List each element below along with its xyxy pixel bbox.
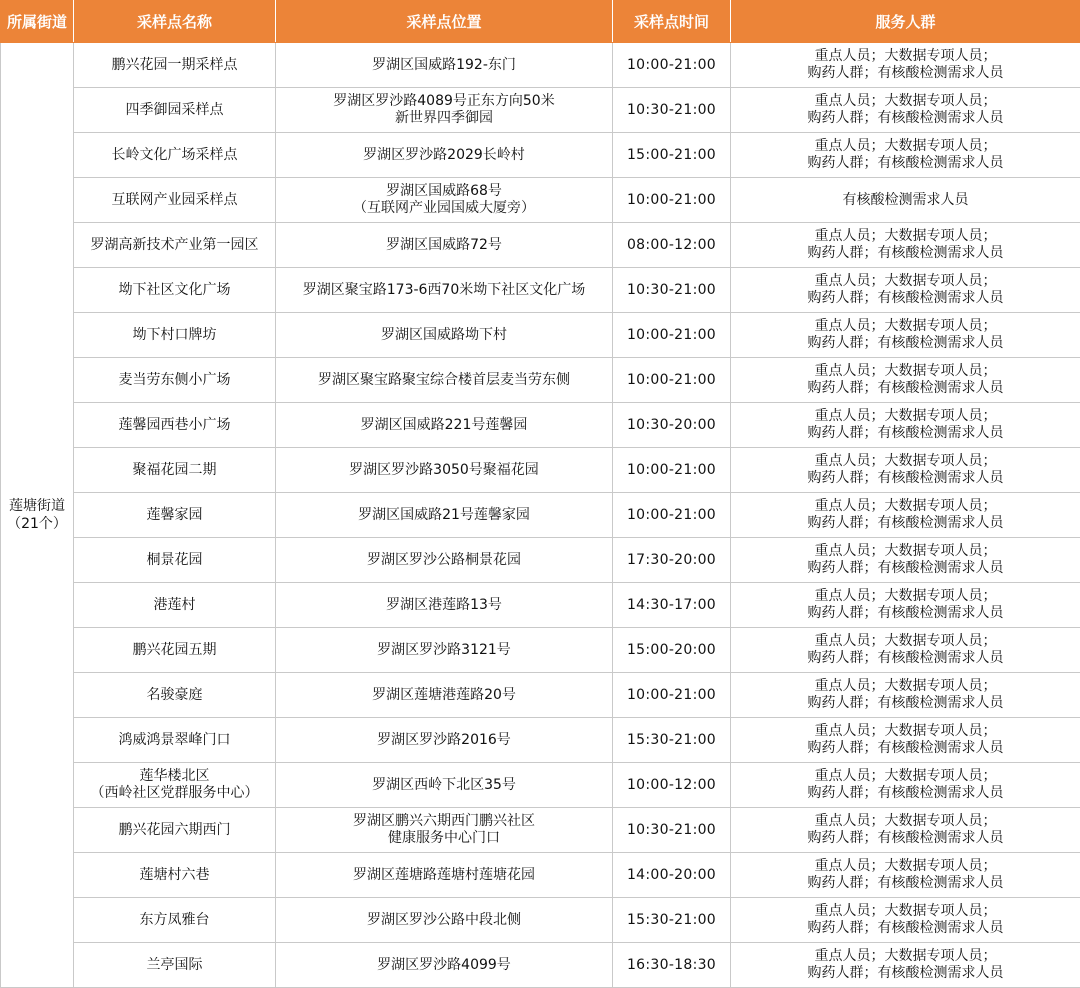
site-location-cell-line: 罗湖区国威路21号莲馨家园 xyxy=(278,507,610,524)
service-group-cell-line: 重点人员；大数据专项人员； xyxy=(733,903,1078,920)
site-time-cell: 14:30-17:00 xyxy=(613,583,731,628)
service-group-cell xyxy=(731,223,1080,268)
site-name-cell xyxy=(74,133,276,178)
site-time-cell: 15:00-21:00 xyxy=(613,133,731,178)
header-row xyxy=(1,1,1080,43)
header-name: 采样点名称 xyxy=(74,1,276,43)
site-time-cell: 17:30-20:00 xyxy=(613,538,731,583)
table-row xyxy=(1,403,1080,448)
site-time-cell: 10:00-21:00 xyxy=(613,313,731,358)
site-name-cell xyxy=(74,898,276,943)
site-time-cell: 10:00-21:00 xyxy=(613,358,731,403)
table-row xyxy=(1,538,1080,583)
service-group-cell-line: 购药人群；有核酸检测需求人员 xyxy=(733,605,1078,622)
service-group-cell-line: 重点人员；大数据专项人员； xyxy=(733,228,1078,245)
site-name-cell xyxy=(74,583,276,628)
site-location-cell xyxy=(276,448,613,493)
site-time-cell: 15:30-21:00 xyxy=(613,718,731,763)
service-group-cell xyxy=(731,133,1080,178)
table-row xyxy=(1,493,1080,538)
site-location-cell-line: 罗湖区莲塘港莲路20号 xyxy=(278,687,610,704)
site-time-cell: 15:30-21:00 xyxy=(613,898,731,943)
site-location-cell-line: 罗湖区罗沙公路桐景花园 xyxy=(278,552,610,569)
street-cell xyxy=(1,43,74,988)
site-time-cell: 10:00-21:00 xyxy=(613,493,731,538)
site-time-cell: 10:30-21:00 xyxy=(613,808,731,853)
site-name-cell-line: 坳下社区文化广场 xyxy=(76,282,273,299)
street-name: 莲塘街道 xyxy=(3,497,71,515)
table-row xyxy=(1,628,1080,673)
site-name-cell-line: 聚福花园二期 xyxy=(76,462,273,479)
site-location-cell xyxy=(276,223,613,268)
header-location: 采样点位置 xyxy=(276,1,613,43)
site-name-cell xyxy=(74,718,276,763)
site-name-cell xyxy=(74,223,276,268)
site-location-cell xyxy=(276,763,613,808)
site-location-cell xyxy=(276,943,613,988)
site-name-cell-line: 鹏兴花园六期西门 xyxy=(76,822,273,839)
site-time-cell: 14:00-20:00 xyxy=(613,853,731,898)
site-location-cell-line: （互联网产业园国威大厦旁） xyxy=(278,200,610,217)
service-group-cell-line: 购药人群；有核酸检测需求人员 xyxy=(733,920,1078,937)
site-time-cell: 10:00-21:00 xyxy=(613,43,731,88)
site-location-cell-line: 罗湖区罗沙路2016号 xyxy=(278,732,610,749)
site-name-cell xyxy=(74,538,276,583)
site-name-cell-line: 坳下村口牌坊 xyxy=(76,327,273,344)
service-group-cell-line: 重点人员；大数据专项人员； xyxy=(733,498,1078,515)
service-group-cell-line: 购药人群；有核酸检测需求人员 xyxy=(733,875,1078,892)
table-row xyxy=(1,133,1080,178)
site-location-cell xyxy=(276,673,613,718)
table-row xyxy=(1,853,1080,898)
service-group-cell-line: 购药人群；有核酸检测需求人员 xyxy=(733,155,1078,172)
site-name-cell xyxy=(74,448,276,493)
table-row xyxy=(1,943,1080,988)
site-location-cell-line: 罗湖区罗沙路4099号 xyxy=(278,957,610,974)
table-row xyxy=(1,898,1080,943)
site-location-cell-line: 罗湖区聚宝路聚宝综合楼首层麦当劳东侧 xyxy=(278,372,610,389)
site-name-cell xyxy=(74,268,276,313)
site-name-cell-line: 东方凤雅台 xyxy=(76,912,273,929)
site-name-cell xyxy=(74,853,276,898)
service-group-cell xyxy=(731,43,1080,88)
service-group-cell-line: 购药人群；有核酸检测需求人员 xyxy=(733,695,1078,712)
header-group: 服务人群 xyxy=(731,1,1080,43)
site-time-cell: 10:00-21:00 xyxy=(613,448,731,493)
site-location-cell xyxy=(276,88,613,133)
site-location-cell-line: 罗湖区鹏兴六期西门鹏兴社区 xyxy=(278,813,610,830)
table-row xyxy=(1,268,1080,313)
site-location-cell xyxy=(276,313,613,358)
service-group-cell-line: 重点人员；大数据专项人员； xyxy=(733,768,1078,785)
site-location-cell-line: 罗湖区国威路72号 xyxy=(278,237,610,254)
site-location-cell xyxy=(276,808,613,853)
header-street: 所属街道 xyxy=(1,1,74,43)
site-location-cell xyxy=(276,403,613,448)
site-name-cell xyxy=(74,43,276,88)
service-group-cell-line: 重点人员；大数据专项人员； xyxy=(733,48,1078,65)
table-row xyxy=(1,358,1080,403)
site-location-cell-line: 罗湖区罗沙路3050号聚福花园 xyxy=(278,462,610,479)
site-name-cell-line: 莲华楼北区 xyxy=(76,768,273,785)
table-row xyxy=(1,88,1080,133)
service-group-cell-line: 购药人群；有核酸检测需求人员 xyxy=(733,965,1078,982)
service-group-cell-line: 重点人员；大数据专项人员； xyxy=(733,363,1078,380)
site-time-cell: 10:00-21:00 xyxy=(613,673,731,718)
table-row xyxy=(1,313,1080,358)
site-name-cell-line: 四季御园采样点 xyxy=(76,102,273,119)
table-row xyxy=(1,223,1080,268)
table-row xyxy=(1,808,1080,853)
site-name-cell xyxy=(74,673,276,718)
service-group-cell-line: 购药人群；有核酸检测需求人员 xyxy=(733,290,1078,307)
service-group-cell-line: 购药人群；有核酸检测需求人员 xyxy=(733,245,1078,262)
service-group-cell xyxy=(731,88,1080,133)
service-group-cell xyxy=(731,178,1080,223)
service-group-cell-line: 重点人员；大数据专项人员； xyxy=(733,453,1078,470)
service-group-cell-line: 购药人群；有核酸检测需求人员 xyxy=(733,560,1078,577)
site-name-cell xyxy=(74,178,276,223)
table-row xyxy=(1,448,1080,493)
site-location-cell xyxy=(276,268,613,313)
site-name-cell-line: （西岭社区党群服务中心） xyxy=(76,785,273,802)
service-group-cell xyxy=(731,628,1080,673)
site-location-cell-line: 罗湖区西岭下北区35号 xyxy=(278,777,610,794)
service-group-cell xyxy=(731,943,1080,988)
site-location-cell-line: 健康服务中心门口 xyxy=(278,830,610,847)
site-location-cell xyxy=(276,898,613,943)
site-name-cell-line: 莲馨园西巷小广场 xyxy=(76,417,273,434)
site-name-cell-line: 港莲村 xyxy=(76,597,273,614)
service-group-cell-line: 重点人员；大数据专项人员； xyxy=(733,678,1078,695)
table-row xyxy=(1,43,1080,88)
site-location-cell-line: 罗湖区罗沙公路中段北侧 xyxy=(278,912,610,929)
header-time: 采样点时间 xyxy=(613,1,731,43)
service-group-cell-line: 购药人群；有核酸检测需求人员 xyxy=(733,740,1078,757)
site-location-cell-line: 罗湖区港莲路13号 xyxy=(278,597,610,614)
site-name-cell xyxy=(74,628,276,673)
site-time-cell: 10:30-21:00 xyxy=(613,268,731,313)
site-time-cell: 15:00-20:00 xyxy=(613,628,731,673)
site-location-cell xyxy=(276,583,613,628)
service-group-cell-line: 重点人员；大数据专项人员； xyxy=(733,93,1078,110)
site-name-cell xyxy=(74,403,276,448)
site-location-cell-line: 罗湖区聚宝路173-6西70米坳下社区文化广场 xyxy=(278,282,610,299)
service-group-cell-line: 购药人群；有核酸检测需求人员 xyxy=(733,380,1078,397)
service-group-cell xyxy=(731,313,1080,358)
table-row xyxy=(1,583,1080,628)
service-group-cell xyxy=(731,493,1080,538)
service-group-cell-line: 重点人员；大数据专项人员； xyxy=(733,273,1078,290)
site-name-cell xyxy=(74,358,276,403)
site-time-cell: 16:30-18:30 xyxy=(613,943,731,988)
site-name-cell xyxy=(74,313,276,358)
table-row xyxy=(1,178,1080,223)
service-group-cell-line: 购药人群；有核酸检测需求人员 xyxy=(733,785,1078,802)
service-group-cell xyxy=(731,763,1080,808)
site-location-cell xyxy=(276,718,613,763)
site-name-cell xyxy=(74,943,276,988)
site-name-cell-line: 罗湖高新技术产业第一园区 xyxy=(76,237,273,254)
service-group-cell-line: 重点人员；大数据专项人员； xyxy=(733,408,1078,425)
site-name-cell-line: 鹏兴花园一期采样点 xyxy=(76,57,273,74)
service-group-cell-line: 重点人员；大数据专项人员； xyxy=(733,543,1078,560)
service-group-cell-line: 购药人群；有核酸检测需求人员 xyxy=(733,470,1078,487)
site-location-cell-line: 罗湖区罗沙路2029长岭村 xyxy=(278,147,610,164)
service-group-cell xyxy=(731,898,1080,943)
service-group-cell-line: 有核酸检测需求人员 xyxy=(733,192,1078,209)
service-group-cell-line: 重点人员；大数据专项人员； xyxy=(733,723,1078,740)
site-location-cell xyxy=(276,133,613,178)
site-name-cell-line: 鹏兴花园五期 xyxy=(76,642,273,659)
service-group-cell-line: 重点人员；大数据专项人员； xyxy=(733,858,1078,875)
site-location-cell xyxy=(276,628,613,673)
site-name-cell-line: 莲塘村六巷 xyxy=(76,867,273,884)
table-row xyxy=(1,718,1080,763)
site-name-cell-line: 麦当劳东侧小广场 xyxy=(76,372,273,389)
service-group-cell-line: 购药人群；有核酸检测需求人员 xyxy=(733,110,1078,127)
site-location-cell-line: 罗湖区罗沙路4089号正东方向50米 xyxy=(278,93,610,110)
service-group-cell xyxy=(731,718,1080,763)
service-group-cell xyxy=(731,403,1080,448)
site-name-cell-line: 莲馨家园 xyxy=(76,507,273,524)
service-group-cell xyxy=(731,268,1080,313)
service-group-cell-line: 购药人群；有核酸检测需求人员 xyxy=(733,515,1078,532)
service-group-cell-line: 重点人员；大数据专项人员； xyxy=(733,813,1078,830)
service-group-cell xyxy=(731,673,1080,718)
site-name-cell-line: 互联网产业园采样点 xyxy=(76,192,273,209)
site-time-cell: 08:00-12:00 xyxy=(613,223,731,268)
site-location-cell-line: 罗湖区罗沙路3121号 xyxy=(278,642,610,659)
site-name-cell-line: 兰亭国际 xyxy=(76,957,273,974)
site-location-cell xyxy=(276,358,613,403)
site-location-cell xyxy=(276,43,613,88)
table-row xyxy=(1,673,1080,718)
site-time-cell: 10:00-21:00 xyxy=(613,178,731,223)
service-group-cell-line: 重点人员；大数据专项人员； xyxy=(733,318,1078,335)
site-location-cell-line: 罗湖区国威路坳下村 xyxy=(278,327,610,344)
service-group-cell xyxy=(731,853,1080,898)
site-time-cell: 10:00-12:00 xyxy=(613,763,731,808)
service-group-cell-line: 购药人群；有核酸检测需求人员 xyxy=(733,830,1078,847)
service-group-cell xyxy=(731,538,1080,583)
street-count: （21个） xyxy=(3,515,71,533)
site-name-cell-line: 长岭文化广场采样点 xyxy=(76,147,273,164)
service-group-cell-line: 购药人群；有核酸检测需求人员 xyxy=(733,335,1078,352)
site-location-cell xyxy=(276,493,613,538)
site-location-cell xyxy=(276,538,613,583)
site-location-cell-line: 罗湖区莲塘路莲塘村莲塘花园 xyxy=(278,867,610,884)
site-name-cell xyxy=(74,88,276,133)
site-name-cell-line: 名骏豪庭 xyxy=(76,687,273,704)
service-group-cell-line: 购药人群；有核酸检测需求人员 xyxy=(733,425,1078,442)
site-time-cell: 10:30-20:00 xyxy=(613,403,731,448)
site-location-cell-line: 新世界四季御园 xyxy=(278,110,610,127)
site-name-cell xyxy=(74,763,276,808)
service-group-cell xyxy=(731,358,1080,403)
site-location-cell-line: 罗湖区国威路192-东门 xyxy=(278,57,610,74)
site-location-cell-line: 罗湖区国威路221号莲馨园 xyxy=(278,417,610,434)
site-name-cell xyxy=(74,808,276,853)
service-group-cell-line: 购药人群；有核酸检测需求人员 xyxy=(733,65,1078,82)
service-group-cell-line: 重点人员；大数据专项人员； xyxy=(733,138,1078,155)
site-location-cell xyxy=(276,178,613,223)
table-row xyxy=(1,763,1080,808)
service-group-cell xyxy=(731,448,1080,493)
site-location-cell xyxy=(276,853,613,898)
service-group-cell-line: 重点人员；大数据专项人员； xyxy=(733,588,1078,605)
service-group-cell xyxy=(731,808,1080,853)
service-group-cell-line: 重点人员；大数据专项人员； xyxy=(733,948,1078,965)
site-name-cell xyxy=(74,493,276,538)
site-name-cell-line: 鸿威鸿景翠峰门口 xyxy=(76,732,273,749)
service-group-cell xyxy=(731,583,1080,628)
site-time-cell: 10:30-21:00 xyxy=(613,88,731,133)
service-group-cell-line: 购药人群；有核酸检测需求人员 xyxy=(733,650,1078,667)
site-name-cell-line: 桐景花园 xyxy=(76,552,273,569)
site-location-cell-line: 罗湖区国威路68号 xyxy=(278,183,610,200)
service-group-cell-line: 重点人员；大数据专项人员； xyxy=(733,633,1078,650)
